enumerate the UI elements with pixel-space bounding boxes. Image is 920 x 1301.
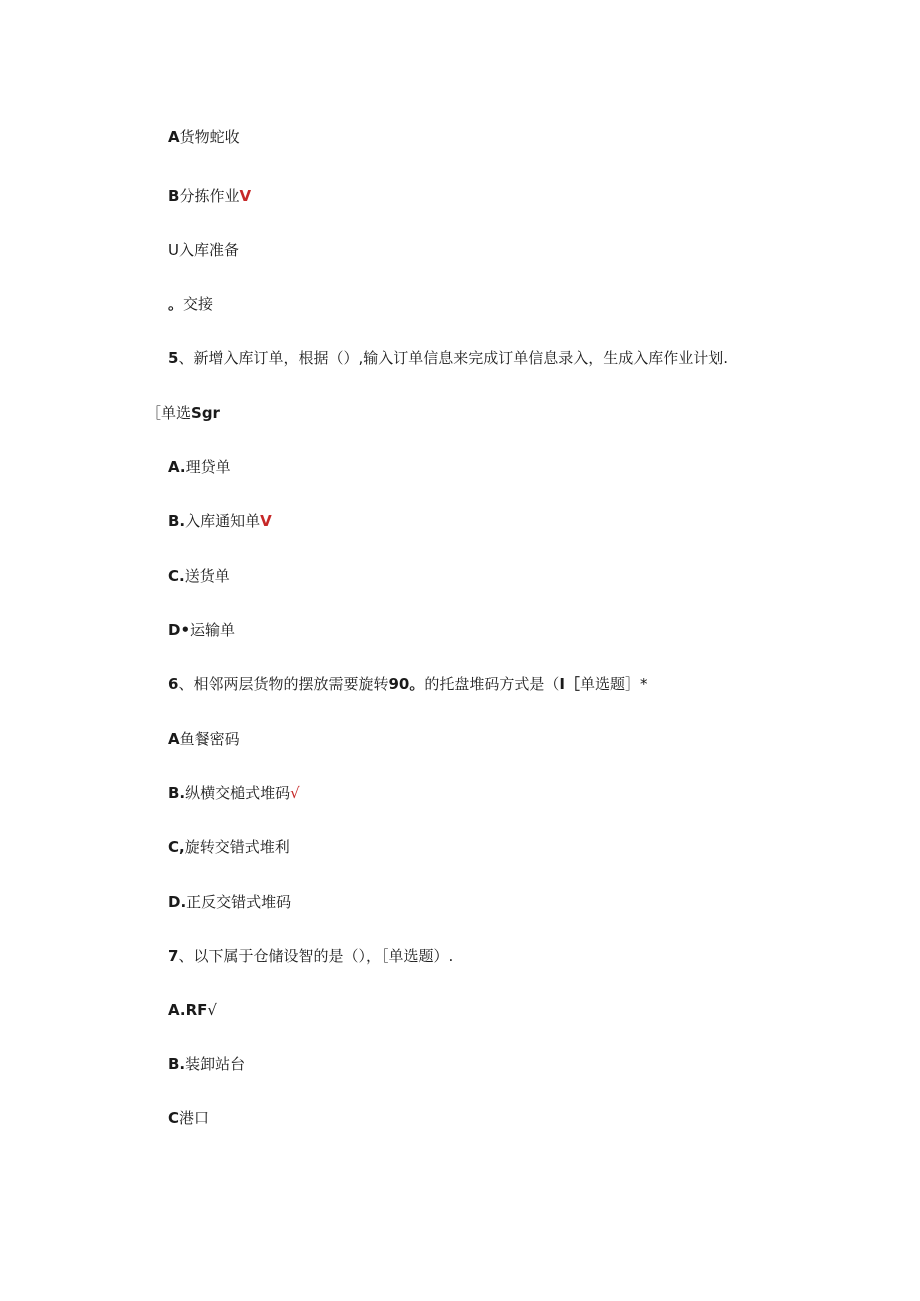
option-line: [168, 1108, 209, 1128]
tag-bold: Sgr: [191, 404, 220, 422]
option-line: [168, 892, 291, 912]
option-letter: C.: [168, 567, 185, 585]
question-bold: I［: [559, 675, 580, 693]
option-text: 交接: [183, 295, 214, 313]
question-text: 单选题］*: [579, 675, 648, 693]
answer-mark: √: [207, 1001, 217, 1019]
option-text: 货物蛇收: [179, 128, 240, 146]
option-line: [168, 1054, 245, 1074]
option-text: 装卸站台: [185, 1055, 246, 1073]
option-letter: C: [168, 1109, 180, 1127]
question-number: 6: [168, 675, 179, 693]
question-text: 、以下属于仓储设智的是（），［单选题）.: [178, 947, 454, 965]
option-text: 纵横交槌式堆码: [185, 784, 291, 802]
option-line: [168, 783, 300, 803]
option-text: 港口: [179, 1109, 210, 1127]
option-line: [168, 457, 231, 477]
question-line: [168, 946, 453, 966]
option-line: [168, 186, 251, 206]
option-letter: C,: [168, 838, 185, 856]
option-line: [168, 729, 240, 749]
question-type-tag: [146, 403, 220, 423]
option-letter: B: [168, 187, 180, 205]
option-line: [168, 127, 240, 147]
option-letter: A: [168, 730, 180, 748]
option-text: 入库准备: [178, 241, 239, 259]
tag-text: ［单选: [146, 404, 192, 422]
option-letter: D•: [168, 621, 191, 639]
answer-mark: √: [290, 784, 300, 802]
question-text: 、新增入库订单，根据（）,输入订单信息来完成订单信息录入，生成入库作业计划.: [178, 349, 728, 367]
option-line: [168, 1000, 217, 1020]
question-number: 5: [168, 349, 179, 367]
option-letter: 。: [168, 295, 184, 313]
option-text: 分拣作业: [179, 187, 240, 205]
answer-mark: V: [260, 512, 272, 530]
option-text: 运输单: [190, 621, 236, 639]
option-letter: A: [168, 128, 180, 146]
option-letter: U: [168, 241, 179, 259]
option-letter: A.: [168, 1001, 186, 1019]
option-text: 旋转交错式堆利: [184, 838, 290, 856]
option-letter: D.: [168, 893, 187, 911]
option-line: [168, 294, 213, 314]
question-line: [168, 674, 647, 694]
option-line: [168, 837, 290, 857]
answer-mark: V: [239, 187, 252, 205]
option-text: 入库通知单: [185, 512, 261, 530]
option-text: 送货单: [184, 567, 230, 585]
question-text: 的托盘堆码方式是（: [424, 675, 560, 693]
option-letter: B.: [168, 784, 186, 802]
question-line: [168, 348, 728, 368]
option-line: [168, 566, 230, 586]
option-text: 正反交错式堆码: [186, 893, 292, 911]
question-text: 、相邻两层货物的摆放需要旋转: [178, 675, 389, 693]
question-number: 7: [168, 947, 179, 965]
option-line: [168, 240, 239, 260]
option-text: RF: [185, 1001, 208, 1019]
option-letter: B.: [168, 1055, 186, 1073]
option-line: [168, 620, 235, 640]
option-letter: A.: [168, 458, 186, 476]
option-text: 鱼餐密码: [179, 730, 240, 748]
option-letter: B.: [168, 512, 186, 530]
option-text: 理贷单: [185, 458, 231, 476]
question-bold: 90。: [388, 675, 425, 693]
option-line: [168, 511, 272, 531]
